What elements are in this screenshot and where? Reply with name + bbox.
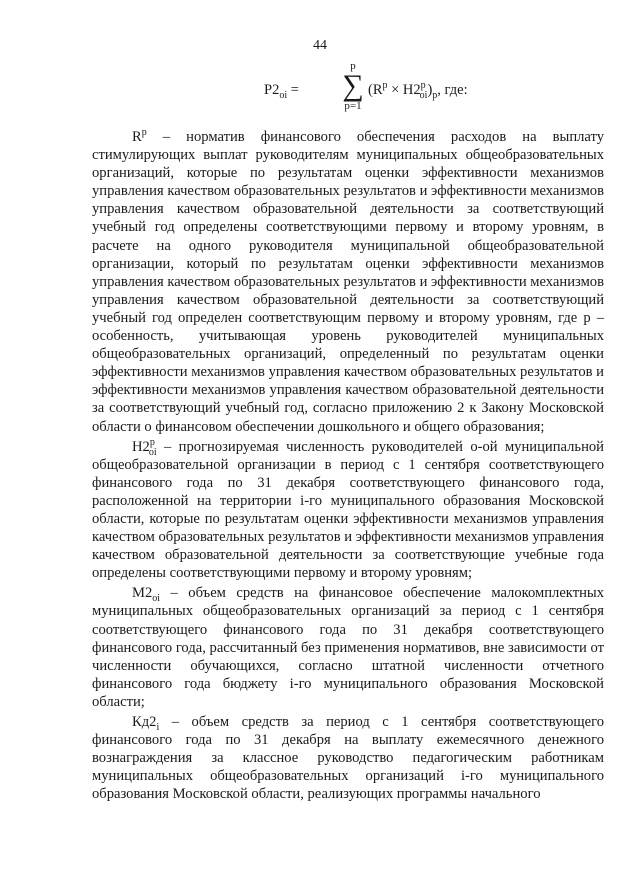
- formula-equals: =: [287, 82, 299, 98]
- summation: [340, 60, 366, 112]
- definition-text: – прогнозируемая численность руководителей o-ой муниципальной общеобразовательной организации в период с 1 сентября соответствующего финансового года по 31 декабря соответствующего финансового года, расположенной на территории i-го муниципального образования Московской области, которые по результатам оценки эффективности механизмов управления качеством образовательных результатов и эффективности механизмов управления качеством образовательной деятельности за соответствующие учебные года определены соответствующими первому и второму уровням;: [92, 438, 604, 582]
- definition-paragraph: [92, 713, 604, 803]
- definition-paragraph: [92, 128, 604, 436]
- definition-symbol-sup: p: [149, 436, 155, 448]
- rhs-sup1: p: [382, 80, 388, 92]
- formula-lhs: [264, 82, 299, 99]
- definition-paragraph: [92, 438, 604, 583]
- definition-paragraph: [92, 584, 604, 711]
- rhs-sub2: oi: [419, 89, 428, 101]
- formula-lhs-sub: oi: [279, 89, 288, 101]
- definition-text: – норматив финансового обеспечения расходов на выплату стимулирующих выплат руководителям муниципальных общеобразовательных организаций, которые по результатам оценки эффективности механизмов управления качеством образовательных результатов и эффективности механизмов управления качеством образовательной деятельности за соответствующий учебный год определены соответствующими первому и второму уровням, в расчете на одного руководителя муниципальной общеобразовательной организации, который по результатам оценки эффективности механизмов управления качеством образовательных результатов и эффективности механизмов управления качеством образовательной деятельности за соответствующий учебный год определен соответствующим первому и второму уровням, где p – особенность, учитывающая уровень руководителей муниципальных общеобразовательных организаций, определенный по результатам оценки эффективности механизмов управления качеством образовательных результатов и эффективности механизмов управления качеством образовательной деятельности за соответствующий учебный год, согласно приложению 2 к Закону Московской области о финансовом обеспечении дошкольного и общего образования;: [92, 129, 604, 435]
- sum-symbol: ∑: [342, 69, 364, 102]
- definition-text: – объем средств на финансовое обеспечение малокомплектных муниципальных общеобразовательных организаций за период с 1 сентября соответствующего финансового года по 31 декабря соответствующего финансового года, рассчитанный без применения нормативов, вне зависимости от численности обучающихся, согласно штатной численности отчетного финансового года бюджету i-го муниципального образования Московской области;: [92, 585, 604, 710]
- rhs-sup2: p: [420, 80, 426, 92]
- definition-symbol: M2: [132, 585, 153, 602]
- definition-symbol: H2: [132, 438, 150, 455]
- rhs-close: ): [427, 82, 433, 98]
- definition-symbol-sub: i: [156, 721, 160, 733]
- rhs-sub3: p: [432, 89, 438, 101]
- definition-symbol: Кд2: [132, 714, 157, 730]
- rhs-tail: , где:: [437, 82, 468, 98]
- formula-rhs: [368, 82, 468, 99]
- rhs-open: (R: [368, 82, 383, 98]
- sum-lower-limit: p=1: [344, 100, 362, 112]
- definition-symbol: R: [132, 129, 142, 145]
- formula-lhs-main: P2: [264, 82, 280, 98]
- document-body: [92, 128, 604, 803]
- definition-symbol-sub: oi: [148, 446, 157, 458]
- definition-text: – объем средств за период с 1 сентября соответствующего финансового года по 31 декабря на выплату ежемесячного денежного вознаграждения за классное руководство педагогическим работникам муниципальных общеобразовательных организаций i-го муниципального образования Московской области, реализующих программы начального: [92, 714, 604, 803]
- sum-upper-limit: p: [350, 60, 356, 72]
- definition-symbol-sup: p: [141, 127, 147, 139]
- rhs-times: × H2: [387, 82, 421, 98]
- definition-symbol-sub: oi: [152, 593, 161, 605]
- page-number: 44: [313, 38, 327, 53]
